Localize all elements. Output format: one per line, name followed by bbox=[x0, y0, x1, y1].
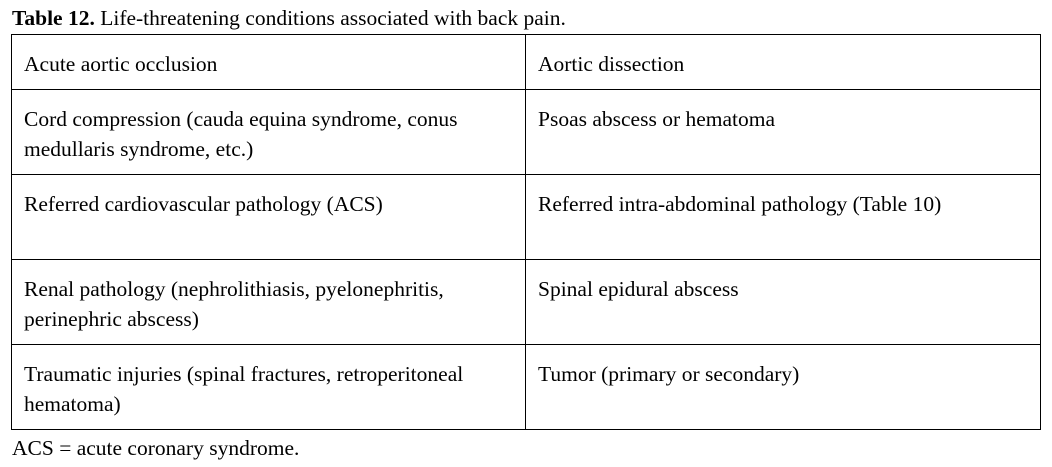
table-cell: Acute aortic occlusion bbox=[12, 35, 526, 90]
table-cell: Referred intra-abdominal pathology (Table 10) bbox=[526, 175, 1041, 260]
table-cell: Aortic dissection bbox=[526, 35, 1041, 90]
table-footnote: ACS = acute coronary syndrome. bbox=[12, 436, 300, 460]
table-cell: Tumor (primary or secondary) bbox=[526, 345, 1041, 430]
table-caption-text: Life-threatening conditions associated with back pain. bbox=[94, 6, 566, 30]
table-cell: Referred cardiovascular pathology (ACS) bbox=[12, 175, 526, 260]
table-row bbox=[12, 345, 1041, 430]
conditions-table bbox=[11, 34, 1041, 430]
table-cell: Cord compression (cauda equina syndrome, conus medullaris syndrome, etc.) bbox=[12, 90, 526, 175]
table-caption bbox=[12, 4, 566, 32]
table-row bbox=[12, 260, 1041, 345]
table-caption-label: Table 12. bbox=[12, 6, 95, 30]
table-cell: Traumatic injuries (spinal fractures, retroperitoneal hematoma) bbox=[12, 345, 526, 430]
table-row bbox=[12, 35, 1041, 90]
table-cell: Spinal epidural abscess bbox=[526, 260, 1041, 345]
table-row bbox=[12, 175, 1041, 260]
table-cell: Renal pathology (nephrolithiasis, pyelonephritis, perinephric abscess) bbox=[12, 260, 526, 345]
table-cell: Psoas abscess or hematoma bbox=[526, 90, 1041, 175]
table-row bbox=[12, 90, 1041, 175]
